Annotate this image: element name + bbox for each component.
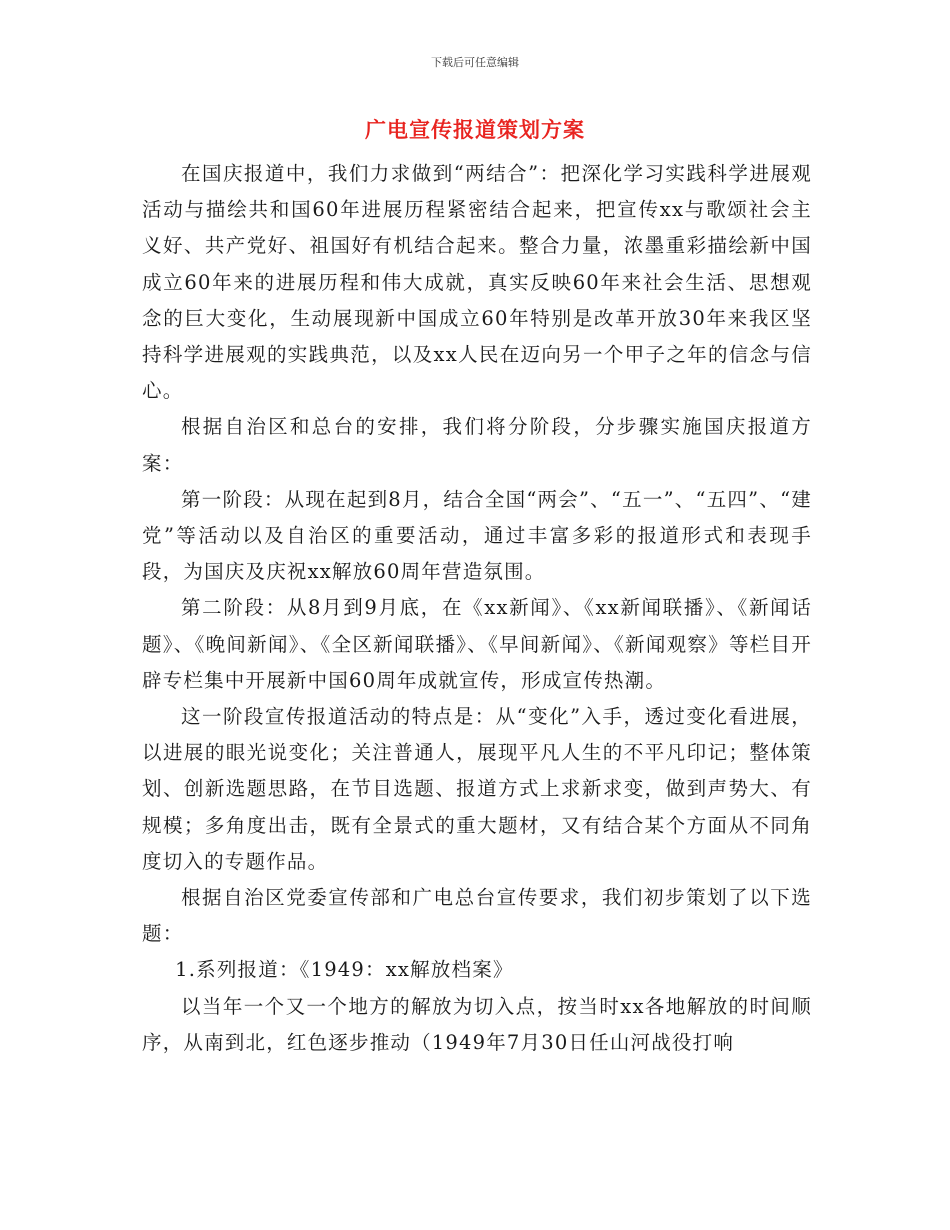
paragraph-intro: 在国庆报道中，我们力求做到“两结合”：把深化学习实践科学进展观活动与描绘共和国60年进展历程紧密结合起来，把宣传xx与歌颂社会主义好、共产党好、祖国好有机结合起来。整合力量，浓墨重彩描绘新中国成立60年来的进展历程和伟大成就，真实反映60年来社会生活、思想观念的巨大变化，生动展现新中国成立60年特别是改革开放30年来我区坚持科学进展观的实践典范，以及xx人民在迈向另一个甲子之年的信念与信心。 bbox=[142, 162, 812, 403]
paragraph-arrangement: 根据自治区和总台的安排，我们将分阶段，分步骤实施国庆报道方案： bbox=[142, 415, 812, 475]
paragraph-phase-two: 第二阶段：从8月到9月底，在《xx新闻》、《xx新闻联播》、《新闻话题》、《晚间新闻》、《全区新闻联播》、《早间新闻》、《新闻观察》等栏目开辟专栏集中开展新中国60周年成就宣传，形成宣传热潮。 bbox=[142, 596, 812, 692]
list-item-series-report: 1.系列报道：《1949：xx解放档案》 bbox=[175, 958, 514, 982]
paragraph-topics-intro: 根据自治区党委宣传部和广电总台宣传要求，我们初步策划了以下选题： bbox=[142, 886, 812, 946]
paragraph-phase-one: 第一阶段：从现在起到8月，结合全国“两会”、“五一”、“五四”、“建党”等活动以及自治区的重要活动，通过丰富多彩的报道形式和表现手段，为国庆及庆祝xx解放60周年营造氛围。 bbox=[142, 487, 812, 584]
header-note: 下载后可任意编辑 bbox=[431, 56, 519, 69]
document-body bbox=[142, 156, 812, 1061]
document-title: 广电宣传报道策划方案 bbox=[365, 117, 585, 142]
paragraph-features: 这一阶段宣传报道活动的特点是：从“变化”入手，透过变化看进展，以进展的眼光说变化；关注普通人，展现平凡人生的不平凡印记；整体策划、创新选题思路，在节目选题、报道方式上求新求变，做到声势大、有规模；多角度出击，既有全景式的重大题材，又有结合某个方面从不同角度切入的专题作品。 bbox=[142, 705, 812, 873]
paragraph-series-description: 以当年一个又一个地方的解放为切入点，按当时xx各地解放的时间顺序，从南到北，红色逐步推动（1949年7月30日任山河战役打响 bbox=[142, 994, 812, 1054]
